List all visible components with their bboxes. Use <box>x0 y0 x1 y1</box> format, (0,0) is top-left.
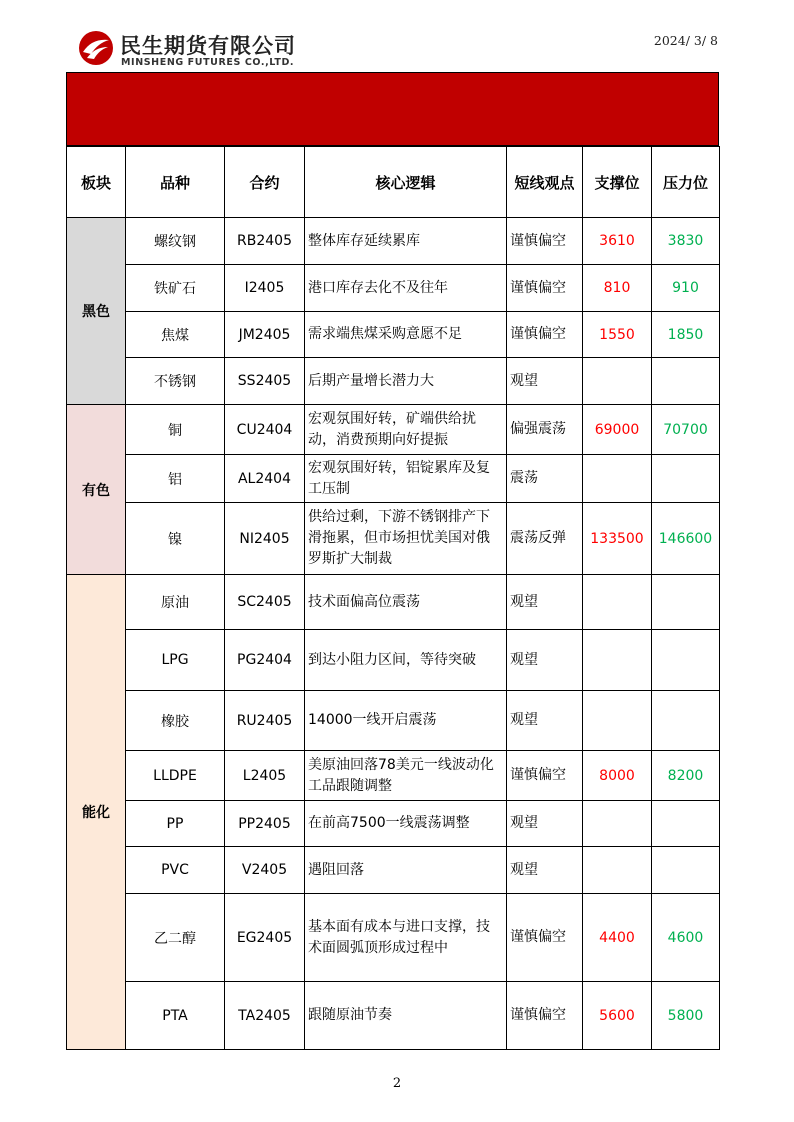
logic-cell: 需求端焦煤采购意愿不足 <box>305 312 507 358</box>
column-header-core-logic: 核心逻辑 <box>305 147 507 218</box>
contract-cell: CU2404 <box>225 405 305 455</box>
logic-cell: 到达小阻力区间，等待突破 <box>305 630 507 691</box>
column-header-sector: 板块 <box>67 147 126 218</box>
resistance-cell <box>652 358 720 405</box>
variety-cell: 不锈钢 <box>126 358 225 405</box>
view-cell: 偏强震荡 <box>507 405 583 455</box>
variety-cell: PTA <box>126 982 225 1050</box>
contract-cell: RB2405 <box>225 218 305 265</box>
logic-cell: 港口库存去化不及往年 <box>305 265 507 312</box>
view-cell: 震荡反弹 <box>507 503 583 575</box>
contract-cell: V2405 <box>225 847 305 894</box>
logic-cell: 宏观氛围好转，铝锭累库及复工压制 <box>305 455 507 503</box>
resistance-cell: 1850 <box>652 312 720 358</box>
resistance-cell <box>652 630 720 691</box>
table-row <box>67 575 720 630</box>
view-cell: 观望 <box>507 691 583 751</box>
logic-cell: 在前高7500一线震荡调整 <box>305 801 507 847</box>
logic-cell: 整体库存延续累库 <box>305 218 507 265</box>
logo-mark-icon <box>78 30 114 66</box>
variety-cell: PVC <box>126 847 225 894</box>
resistance-cell: 146600 <box>652 503 720 575</box>
resistance-cell: 3830 <box>652 218 720 265</box>
contract-cell: L2405 <box>225 751 305 801</box>
view-cell: 谨慎偏空 <box>507 265 583 312</box>
logic-cell: 跟随原油节奏 <box>305 982 507 1050</box>
logic-cell: 美原油回落78美元一线波动化工品跟随调整 <box>305 751 507 801</box>
contract-cell: EG2405 <box>225 894 305 982</box>
resistance-cell <box>652 575 720 630</box>
company-logo <box>78 28 318 72</box>
view-cell: 观望 <box>507 801 583 847</box>
table-row <box>67 455 720 503</box>
support-cell: 133500 <box>583 503 652 575</box>
support-cell <box>583 691 652 751</box>
resistance-cell: 4600 <box>652 894 720 982</box>
support-cell: 1550 <box>583 312 652 358</box>
report-date: 2024/ 3/ 8 <box>653 33 718 48</box>
logic-cell: 技术面偏高位震荡 <box>305 575 507 630</box>
contract-cell: SS2405 <box>225 358 305 405</box>
column-header-resistance: 压力位 <box>652 147 720 218</box>
variety-cell: 铁矿石 <box>126 265 225 312</box>
resistance-cell: 5800 <box>652 982 720 1050</box>
logic-cell: 供给过剩，下游不锈钢排产下滑拖累，但市场担忧美国对俄罗斯扩大制裁 <box>305 503 507 575</box>
company-name-cn: 民生期货有限公司 <box>120 34 296 58</box>
logic-cell: 14000一线开启震荡 <box>305 691 507 751</box>
table-row <box>67 847 720 894</box>
column-header-contract: 合约 <box>225 147 305 218</box>
column-header-variety: 品种 <box>126 147 225 218</box>
resistance-cell <box>652 691 720 751</box>
logic-cell: 后期产量增长潜力大 <box>305 358 507 405</box>
variety-cell: 螺纹钢 <box>126 218 225 265</box>
table-row <box>67 358 720 405</box>
view-cell: 谨慎偏空 <box>507 982 583 1050</box>
table-row <box>67 312 720 358</box>
variety-cell: 橡胶 <box>126 691 225 751</box>
contract-cell: JM2405 <box>225 312 305 358</box>
logic-cell: 宏观氛围好转，矿端供给扰动，消费预期向好提振 <box>305 405 507 455</box>
variety-cell: 乙二醇 <box>126 894 225 982</box>
table-row <box>67 982 720 1050</box>
support-cell: 8000 <box>583 751 652 801</box>
support-cell: 3610 <box>583 218 652 265</box>
sector-cell-ferrous: 黑色 <box>67 218 126 405</box>
contract-cell: I2405 <box>225 265 305 312</box>
view-cell: 观望 <box>507 358 583 405</box>
variety-cell: 镍 <box>126 503 225 575</box>
table-row <box>67 218 720 265</box>
view-cell: 谨慎偏空 <box>507 312 583 358</box>
sector-cell-energy-chemicals: 能化 <box>67 575 126 1050</box>
view-cell: 震荡 <box>507 455 583 503</box>
variety-cell: LLDPE <box>126 751 225 801</box>
table-row <box>67 751 720 801</box>
page-number: 2 <box>392 1076 402 1091</box>
view-cell: 观望 <box>507 575 583 630</box>
table-row <box>67 894 720 982</box>
support-cell <box>583 630 652 691</box>
contract-cell: PP2405 <box>225 801 305 847</box>
support-cell <box>583 358 652 405</box>
variety-cell: 原油 <box>126 575 225 630</box>
table-row <box>67 801 720 847</box>
logic-cell: 基本面有成本与进口支撑，技术面圆弧顶形成过程中 <box>305 894 507 982</box>
resistance-cell <box>652 455 720 503</box>
support-cell: 4400 <box>583 894 652 982</box>
contract-cell: NI2405 <box>225 503 305 575</box>
table-row <box>67 691 720 751</box>
support-cell <box>583 847 652 894</box>
support-cell <box>583 801 652 847</box>
support-cell <box>583 455 652 503</box>
table-row <box>67 265 720 312</box>
resistance-cell: 70700 <box>652 405 720 455</box>
contract-cell: SC2405 <box>225 575 305 630</box>
resistance-cell <box>652 801 720 847</box>
table-header-row <box>67 147 720 218</box>
view-cell: 观望 <box>507 847 583 894</box>
variety-cell: 铜 <box>126 405 225 455</box>
logic-cell: 遇阻回落 <box>305 847 507 894</box>
table-row <box>67 405 720 455</box>
view-cell: 谨慎偏空 <box>507 218 583 265</box>
table-row <box>67 630 720 691</box>
title-banner <box>66 72 719 146</box>
support-cell: 5600 <box>583 982 652 1050</box>
variety-cell: 焦煤 <box>126 312 225 358</box>
resistance-cell <box>652 847 720 894</box>
variety-cell: LPG <box>126 630 225 691</box>
view-cell: 观望 <box>507 630 583 691</box>
table-row <box>67 503 720 575</box>
column-header-support: 支撑位 <box>583 147 652 218</box>
support-cell: 69000 <box>583 405 652 455</box>
variety-cell: PP <box>126 801 225 847</box>
company-name-en: MINSHENG FUTURES CO.,LTD. <box>121 57 295 68</box>
column-header-short-term-view: 短线观点 <box>507 147 583 218</box>
sector-cell-nonferrous: 有色 <box>67 405 126 575</box>
contract-cell: TA2405 <box>225 982 305 1050</box>
support-cell: 810 <box>583 265 652 312</box>
view-cell: 谨慎偏空 <box>507 894 583 982</box>
resistance-cell: 910 <box>652 265 720 312</box>
contract-cell: AL2404 <box>225 455 305 503</box>
contract-cell: RU2405 <box>225 691 305 751</box>
view-cell: 谨慎偏空 <box>507 751 583 801</box>
variety-cell: 铝 <box>126 455 225 503</box>
resistance-cell: 8200 <box>652 751 720 801</box>
strategy-table <box>66 146 720 1050</box>
contract-cell: PG2404 <box>225 630 305 691</box>
support-cell <box>583 575 652 630</box>
